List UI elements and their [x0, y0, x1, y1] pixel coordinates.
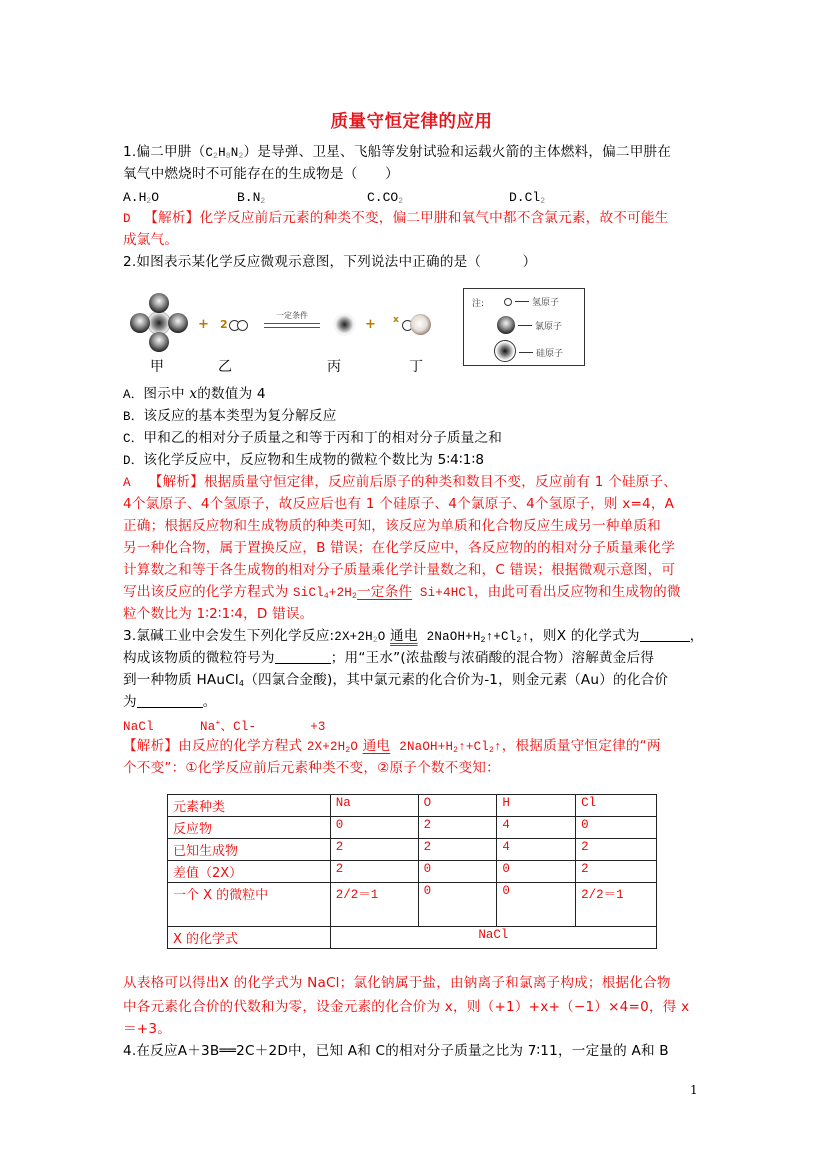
q3-analysis-line1: 【解析】由反应的化学方程式 $2X+2H_2O$ 通电 $2NaOH+H_2↑+Cl_2↑$，根据质量守恒定律的“两 — [123, 738, 661, 755]
q3-conclusion-line3: ＝+3。 — [123, 1021, 172, 1037]
q3-stem-line2: 构成该物质的微粒符号为 ；用“王水”(浓盐酸与浓硝酸的混合物）溶解黄金后得 — [123, 650, 655, 666]
q1-option-d: $D.Cl_2$ — [509, 190, 546, 206]
q3-conclusion-line1: 从表格可以得出X 的化学式为 NaCl；氯化钠属于盐，由钠离子和氯离子构成；根据化合物 — [123, 975, 671, 991]
coefficient-ding: x — [393, 315, 399, 325]
q1-analysis-line1: D 【解析】化学反应前后元素的种类不变，偏二甲肼和氧气中都不含氯元素，故不可能生 — [123, 210, 669, 226]
diagram-legend — [463, 288, 585, 366]
table-row: 一个 X 的微粒中 2/2＝1 0 0 2/2＝1 — [168, 883, 657, 927]
q2-analysis-line5: 计算数之和等于各生成物的相对分子质量乘化学计量数之和，C 错误；根据微观示意图，可 — [123, 562, 676, 578]
q1-option-c: $C.CO_2$ — [367, 190, 404, 206]
q1-stem-line2: 氧气中燃烧时不可能存在的生成物是（ ） — [123, 166, 399, 182]
answer-blank-3 — [137, 693, 203, 708]
element-count-table — [167, 794, 657, 949]
q3-stem-line1: 3.氯碱工业中会发生下列化学反应$:2X+2H_2O$ 通电 $2NaOH+H_2↑+Cl_2↑$，则X 的化学式为 ， — [123, 628, 704, 645]
legend-item-silicon: 硅原子 — [494, 340, 563, 362]
silicon-atom-icon — [333, 313, 356, 336]
answer-blank-1 — [640, 627, 690, 642]
legend-note: 注: — [472, 299, 485, 309]
q2-equation: $SiCl_4+2H_2$ — [293, 586, 357, 601]
q2-analysis-line4: 另一种化合物，属于置换反应，B 错误；在化学反应中，各反应物的的相对分子质量乘化学 — [123, 540, 675, 556]
q2-stem: 2.如图表示某化学反应微观示意图，下列说法中正确的是（ ） — [123, 254, 537, 270]
q2-analysis-line2: 4个氯原子、4个氢原子，故反应后也有 1 个硅原子、4个氯原子、4个氢原子，则 x=4，A — [123, 496, 675, 512]
q3-stem-line3: 到一种物质 HAuCl$_4$（四氯合金酸)，其中氯元素的化合价为-1，则金元素（Au）的化合价 — [123, 672, 669, 688]
q1-option-b: $B.N_2$ — [237, 190, 266, 206]
chlorine-atom-icon — [149, 293, 169, 313]
q2-analysis-line3: 正确；根据反应物和生成物质的种类可知，该反应为单质和化合物反应生成另一种单质和 — [123, 518, 661, 534]
label-yi: 乙 — [218, 359, 232, 375]
q4-stem: 4.在反应A＋3B══2C＋2D中，已知 A和 C的相对分子质量之比为 7∶11，一定量的 A和 B — [123, 1043, 669, 1059]
chlorine-atom-icon — [130, 313, 150, 333]
label-jia: 甲 — [150, 359, 164, 375]
reaction-condition: 一定条件 — [276, 311, 308, 320]
chlorine-atom-icon — [168, 313, 188, 333]
q1-formula: $C_2H_8N_2$ — [205, 146, 244, 161]
coefficient-yi: 2 — [220, 318, 228, 331]
chlorine-atom-icon — [410, 314, 431, 335]
q3-analysis-line2: 个不变”：①化学反应前后元素种类不变，②原子个数不变知： — [123, 760, 500, 776]
q1-stem-line1: 1.偏二甲肼$(C_2H_8N_2)$是导弹、卫星、飞船等发射试验和运载火箭的主体燃料，偏二甲肼在 — [123, 144, 672, 161]
q2-option-b: B．该反应的基本类型为复分解反应 — [123, 408, 337, 424]
chlorine-atom-icon — [497, 316, 515, 334]
q1-option-a: $A.H_2O$ — [123, 190, 160, 206]
hydrogen-atom-icon — [237, 320, 248, 331]
document-title: 质量守恒定律的应用 — [330, 112, 493, 132]
reaction-arrow — [264, 323, 320, 328]
plus-sign: + — [198, 317, 209, 332]
q2-analysis-line7: 粒个数比为 1∶2∶1∶4，D 错误。 — [123, 606, 314, 622]
table-row: 反应物 0 2 4 0 — [168, 817, 657, 839]
q1-stem-text: 1.偏二甲肼（ — [123, 144, 206, 160]
plus-sign: + — [365, 317, 376, 332]
q2-option-d: D．该化学反应中，反应物和生成物的微粒个数比为 5∶4∶1∶8 — [123, 452, 485, 468]
silicon-atom-icon — [494, 340, 516, 362]
q2-answer: A — [123, 476, 131, 490]
chlorine-atom-icon — [149, 332, 169, 352]
q3-stem-line4: 为 。 — [123, 694, 217, 710]
q1-answer: D — [123, 212, 131, 226]
table-footer-row: X 的化学式 NaCl — [168, 927, 657, 949]
q2-analysis-line1: A 【解析】根据质量守恒定律，反应前后原子的种类和数目不变，反应前有 1 个硅原子、 — [123, 474, 678, 490]
legend-item-hydrogen: 氢原子 — [504, 295, 559, 308]
q3-answers: NaCl Na+、Cl- +3 — [123, 719, 326, 734]
page-number: 1 — [690, 1083, 698, 1097]
label-bing: 丙 — [327, 359, 341, 375]
table-row: 差值（2X） 2 0 0 2 — [168, 861, 657, 883]
q1-analysis-line2: 成氯气。 — [123, 232, 179, 248]
q3-equation: $2X+2H_2O$ — [334, 630, 386, 645]
q3-conclusion-line2: 中各元素化合价的代数和为零，设金元素的化合价为 x，则（+1）+x+（−1）×4=0，得 x — [123, 999, 690, 1015]
q2-option-a: A．图示中 x的数值为 4 — [123, 386, 266, 402]
answer-blank-2 — [275, 649, 331, 664]
table-header-row: 元素种类 Na O H Cl — [168, 795, 657, 817]
table-row: 已知生成物 2 2 4 2 — [168, 839, 657, 861]
label-ding: 丁 — [409, 359, 423, 375]
q2-analysis-line6: 写出该反应的化学方程式为 $SiCl_4+2H_2$一定条件 Si+4HCl，由此可看出反应物和生成物的微 — [123, 584, 681, 601]
q2-option-c: C．甲和乙的相对分子质量之和等于丙和丁的相对分子质量之和 — [123, 430, 503, 446]
legend-item-chlorine: 氯原子 — [497, 316, 562, 334]
hydrogen-atom-icon — [504, 298, 512, 306]
